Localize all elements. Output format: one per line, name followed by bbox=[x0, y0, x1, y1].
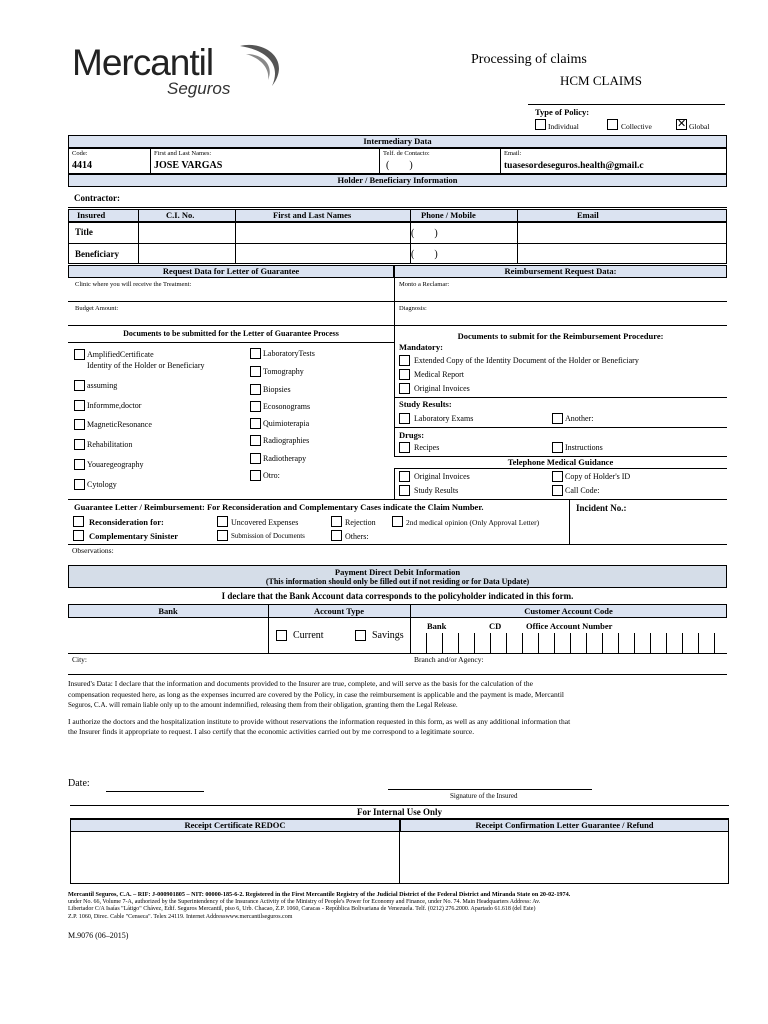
doc-radiographies-checkbox[interactable] bbox=[250, 435, 261, 446]
diagnosis-label[interactable]: Diagnosis: bbox=[399, 305, 427, 312]
amount-label[interactable]: Monto a Reclamar: bbox=[399, 281, 450, 288]
logo-name: Mercantil bbox=[72, 42, 214, 83]
doc-biopsies-checkbox[interactable] bbox=[250, 384, 261, 395]
holder-row-title: Title bbox=[75, 227, 93, 237]
account-type-col: Account Type bbox=[314, 606, 364, 616]
doc-biopsies-label: Biopsies bbox=[263, 385, 291, 394]
tel-study-label: Study Results bbox=[414, 486, 459, 495]
incident-label[interactable]: Incident No.: bbox=[576, 503, 627, 513]
doc-lab-label: LaboratoryTests bbox=[263, 349, 315, 358]
submission-checkbox[interactable] bbox=[217, 530, 228, 541]
others-label: Others: bbox=[345, 532, 369, 541]
doc-radiotherapy-label: Radiotherapy bbox=[263, 454, 307, 463]
tel-holderid-label: Copy of Holder's ID bbox=[565, 472, 631, 481]
complementary-checkbox[interactable] bbox=[73, 530, 84, 541]
current-label: Current bbox=[293, 630, 324, 641]
footer-text bbox=[68, 891, 728, 921]
email-label: Email: bbox=[504, 150, 522, 157]
footer-line-3: Libertador C/A Isaías "Látigo" Chávez, Edif. Seguros Mercantil, piso 6, Urb. Chacao, Z.P. 1060, Caracas - República Bolivariana de Venezuela. Telf. (0212) 276.2000. Apartado 61.618 (del Este) bbox=[68, 906, 536, 912]
others-checkbox[interactable] bbox=[331, 530, 342, 541]
mand-report-checkbox[interactable] bbox=[399, 369, 410, 380]
doc-rehab-label: Rehabilitation bbox=[87, 440, 133, 449]
logo bbox=[70, 42, 290, 102]
holder-col-names: First and Last Names bbox=[273, 210, 352, 220]
doc-informe-label: Informme,doctor bbox=[87, 401, 142, 410]
policy-collective-label: Collective bbox=[621, 122, 652, 131]
name-label: First and Last Names: bbox=[154, 150, 212, 157]
policy-global-checkbox[interactable] bbox=[676, 119, 687, 130]
doc-amplified-sub: Identity of the Holder or Beneficiary bbox=[87, 361, 205, 370]
signature-line[interactable] bbox=[388, 789, 592, 790]
holder-row-beneficiary-phone[interactable]: ( ) bbox=[411, 249, 438, 260]
doc-geo-label: Youaregeography bbox=[87, 460, 144, 469]
branch-label[interactable]: Branch and/or Agency: bbox=[414, 655, 484, 664]
holder-col-phone: Phone / Mobile bbox=[421, 210, 476, 220]
internal-col2: Receipt Confirmation Letter Guarantee / Refund bbox=[400, 819, 729, 832]
study-another-checkbox[interactable] bbox=[552, 413, 563, 424]
uncovered-checkbox[interactable] bbox=[217, 516, 228, 527]
logo-sub: Seguros bbox=[167, 79, 231, 98]
footer-line-1: Mercantil Seguros, C.A. – RIF: J-000901805 – NIT: 00000-185-6-2. Registered in the First Mercantile Registry of the Judicial District of the Federal District and Miranda State on 20-02-1974. bbox=[68, 891, 571, 898]
legal-p2b: the Insurer finds it appropriate to request. I also certify that the economic activities carried out by me correspond to a legitimate source. bbox=[68, 727, 475, 736]
doc-amplified-checkbox[interactable] bbox=[74, 349, 85, 360]
phone-value[interactable]: ( ) bbox=[386, 160, 413, 171]
holder-row-beneficiary: Beneficiary bbox=[75, 249, 119, 259]
mand-invoices-label: Original Invoices bbox=[414, 384, 470, 393]
payment-header bbox=[68, 565, 727, 588]
date-label: Date: bbox=[68, 778, 90, 789]
doc-cytology-label: Cytology bbox=[87, 480, 117, 489]
internal-box-2[interactable] bbox=[400, 832, 729, 884]
study-lab-checkbox[interactable] bbox=[399, 413, 410, 424]
footer-line-4: Z.P. 1060, Direc. Cable "Censeca". Telex 24119. Internet Addresswww.mercantilseguros.com bbox=[68, 913, 293, 920]
study-another-label: Another: bbox=[565, 414, 594, 423]
drugs-instructions-checkbox[interactable] bbox=[552, 442, 563, 453]
legal-p1: Insured's Data: I declare that the information and documents provided to the Insurer are true, complete, and will serve as the basis for the calculation of the bbox=[68, 679, 533, 688]
doc-chemo-checkbox[interactable] bbox=[250, 418, 261, 429]
legal-p1b: compensation requested here, as long as the expenses incurred are covered by the Policy, in case the reimbursement is applicable and the payment is made, Mercantil bbox=[68, 689, 565, 699]
uncovered-label: Uncovered Expenses bbox=[231, 518, 299, 527]
holder-row-title-phone[interactable]: ( ) bbox=[411, 228, 438, 239]
rejection-checkbox[interactable] bbox=[331, 516, 342, 527]
study-label: Study Results: bbox=[399, 399, 452, 409]
email-value[interactable]: tuasesordeseguros.health@gmail.c bbox=[504, 161, 644, 171]
doc-lab-checkbox[interactable] bbox=[250, 348, 261, 359]
doc-cytology-checkbox[interactable] bbox=[74, 479, 85, 490]
recon-label: Reconsideration for: bbox=[89, 517, 164, 527]
page-title: Processing of claims bbox=[471, 52, 587, 67]
internal-box-1[interactable] bbox=[70, 832, 400, 884]
mand-id-label: Extended Copy of the Identity Document of the Holder or Beneficiary bbox=[414, 356, 639, 365]
doc-echo-checkbox[interactable] bbox=[250, 401, 261, 412]
bank-sub-label: Bank bbox=[427, 621, 447, 631]
internal-col1: Receipt Certificate REDOC bbox=[70, 819, 400, 832]
recon-checkbox[interactable] bbox=[73, 516, 84, 527]
doc-other-checkbox[interactable] bbox=[250, 470, 261, 481]
holder-col-insured: Insured bbox=[77, 210, 106, 220]
code-label: Code: bbox=[72, 150, 88, 157]
doc-magnetic-checkbox[interactable] bbox=[74, 419, 85, 430]
payment-declare: I declare that the Bank Account data corresponds to the policyholder indicated in this form. bbox=[221, 591, 574, 601]
tel-callcode-label: Call Code: bbox=[565, 486, 600, 495]
contractor-label: Contractor: bbox=[74, 193, 120, 203]
form-code: M.9076 (06–2015) bbox=[68, 931, 129, 940]
cd-label: CD bbox=[489, 621, 502, 631]
mandatory-label: Mandatory: bbox=[399, 342, 443, 352]
savings-checkbox[interactable] bbox=[355, 630, 366, 641]
policy-individual-checkbox[interactable] bbox=[535, 119, 546, 130]
doc-echo-label: Ecosonograms bbox=[263, 402, 311, 411]
holder-col-email: Email bbox=[577, 210, 599, 220]
name-value[interactable]: JOSE VARGAS bbox=[154, 160, 223, 171]
reimb-docs-title: Documents to submit for the Reimbursement Procedure: bbox=[457, 331, 664, 341]
tel-invoices-label: Original Invoices bbox=[414, 472, 470, 481]
policy-type-label: Type of Policy: bbox=[535, 107, 590, 117]
guarantee-header: Request Data for Letter of Guarantee bbox=[68, 265, 394, 278]
doc-radiographies-label: Radiographies bbox=[263, 436, 310, 445]
legal-text bbox=[68, 679, 727, 738]
study-lab-label: Laboratory Exams bbox=[414, 414, 474, 423]
doc-chemo-label: Quimioterapia bbox=[263, 419, 310, 428]
tel-invoices-checkbox[interactable] bbox=[399, 471, 410, 482]
doc-tomo-checkbox[interactable] bbox=[250, 366, 261, 377]
tel-study-checkbox[interactable] bbox=[399, 485, 410, 496]
doc-informe-checkbox[interactable] bbox=[74, 400, 85, 411]
submission-label: Submission of Documents bbox=[231, 532, 305, 540]
reimbursement-header: Reimbursement Request Data: bbox=[394, 265, 727, 278]
footer-line-2: under No. 66, Volume 7-A, authorized by the Superintendency of the Insurance Activity of the Ministry of People's Power for Economy and Finance, under No. 74. Main Headquarters Address: Av. bbox=[68, 898, 541, 905]
internal-title: For Internal Use Only bbox=[70, 805, 729, 819]
account-code-grid[interactable] bbox=[410, 633, 727, 653]
telephone-guidance-header: Telephone Medical Guidance bbox=[394, 456, 727, 469]
holder-header: Holder / Beneficiary Information bbox=[68, 174, 727, 187]
savings-label: Savings bbox=[372, 630, 404, 641]
doc-magnetic-label: MagneticResonance bbox=[87, 420, 152, 429]
reconsideration-title: Guarantee Letter / Reimbursement: For Reconsideration and Complementary Cases indicate the Claim Number. bbox=[74, 502, 484, 512]
drugs-label: Drugs: bbox=[399, 430, 425, 440]
payment-title: Payment Direct Debit Information bbox=[334, 567, 461, 577]
logo-swoosh-icon bbox=[230, 42, 288, 90]
mand-report-label: Medical Report bbox=[414, 370, 464, 379]
drugs-recipes-label: Recipes bbox=[414, 443, 440, 452]
customer-code-col: Customer Account Code bbox=[524, 606, 613, 616]
payment-subtitle: (This information should only be filled out if not residing or for Data Update) bbox=[265, 577, 530, 586]
tel-callcode-checkbox[interactable] bbox=[552, 485, 563, 496]
doc-geo-checkbox[interactable] bbox=[74, 459, 85, 470]
doc-tomo-label: Tomography bbox=[263, 367, 304, 376]
second-opinion-label: 2nd medical opinion (Only Approval Letter) bbox=[406, 518, 540, 527]
doc-assuming-checkbox[interactable] bbox=[74, 380, 85, 391]
doc-radiotherapy-checkbox[interactable] bbox=[250, 453, 261, 464]
policy-global-label: Global bbox=[689, 122, 710, 131]
guarantee-docs-title: Documents to be submitted for the Letter of Guarantee Process bbox=[123, 329, 339, 338]
drugs-instructions-label: Instructions bbox=[565, 443, 603, 452]
date-line[interactable] bbox=[106, 791, 204, 792]
holder-col-ci: C.I. No. bbox=[166, 210, 195, 220]
tel-holderid-checkbox[interactable] bbox=[552, 471, 563, 482]
legal-p2: I authorize the doctors and the hospitalization institute to provide without reservations the information requested in this form, as well as any additional information that bbox=[68, 716, 571, 726]
rejection-label: Rejection bbox=[345, 518, 376, 527]
doc-assuming-label: assuming bbox=[87, 381, 118, 390]
code-value[interactable]: 4414 bbox=[72, 160, 92, 171]
intermediary-header: Intermediary Data bbox=[68, 135, 727, 148]
doc-amplified-label: AmplifiedCertificate bbox=[87, 350, 154, 359]
doc-other-label: Otro: bbox=[263, 471, 280, 480]
phone-label: Telf. de Contacto: bbox=[383, 150, 430, 157]
signature-label: Signature of the Insured bbox=[450, 792, 518, 800]
budget-label[interactable]: Budget Amount: bbox=[75, 305, 119, 312]
policy-collective-checkbox[interactable] bbox=[607, 119, 618, 130]
mand-invoices-checkbox[interactable] bbox=[399, 383, 410, 394]
observations-label[interactable]: Observations: bbox=[72, 546, 114, 555]
office-account-label: Office Account Number bbox=[526, 621, 613, 631]
current-checkbox[interactable] bbox=[276, 630, 287, 641]
second-opinion-checkbox[interactable] bbox=[392, 516, 403, 527]
bank-col: Bank bbox=[158, 606, 178, 616]
clinic-label[interactable]: Clinic where you will receive the Treatment: bbox=[75, 281, 192, 288]
policy-individual-label: Individual bbox=[548, 122, 579, 131]
drugs-recipes-checkbox[interactable] bbox=[399, 442, 410, 453]
city-label[interactable]: City: bbox=[72, 655, 88, 664]
doc-rehab-checkbox[interactable] bbox=[74, 439, 85, 450]
page-subtitle: HCM CLAIMS bbox=[560, 73, 642, 88]
complementary-label: Complementary Sinister bbox=[89, 531, 179, 541]
mand-id-checkbox[interactable] bbox=[399, 355, 410, 366]
legal-p1c: Seguros, C.A. will remain liable only up to the amount indemnified, releasing them from their obligation, granting them the Legal Release. bbox=[68, 701, 458, 709]
